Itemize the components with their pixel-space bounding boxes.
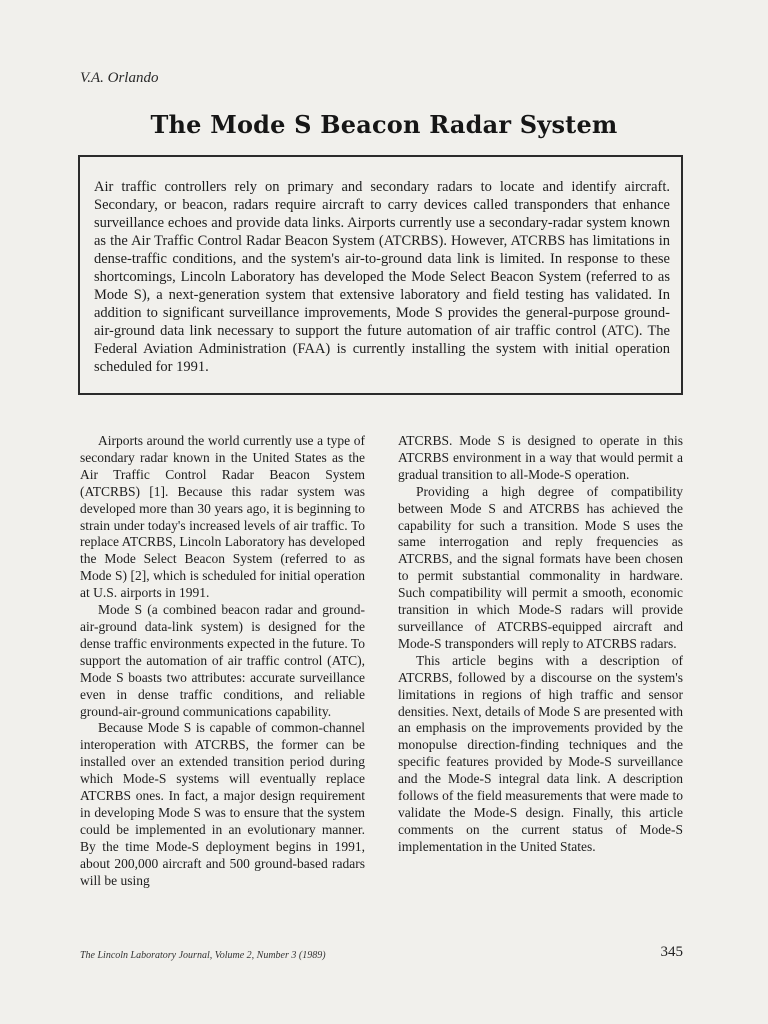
right-paragraph-1: ATCRBS. Mode S is designed to operate in this ATCRBS environment in a way that would permit a gradual transition to all-Mode-S operation. [398,433,683,482]
left-column [80,433,365,889]
left-paragraph-2: Mode S (a combined beacon radar and ground-air-ground data-link system) is designed for the dense traffic environments expected in the future. To support the automation of air traffic control (ATC), Mode S boasts two attributes: accurate surveillance even in dense traffic conditions, and reliable ground-air-ground communications capability. [80,602,365,719]
right-paragraph-3: This article begins with a description of ATCRBS, followed by a discourse on the system's limitations in regions of high traffic and sensor densities. Next, details of Mode S are presented with an emphasis on the improvements provided by the monopulse direction-finding techniques and the specific features provided by Mode-S surveillance and the Mode-S integral data link. A description follows of the field measurements that were made to validate the Mode-S design. Finally, this article comments on the current status of Mode-S implementation in the United States. [398,652,683,854]
journal-citation: The Lincoln Laboratory Journal, Volume 2, Number 3 (1989) [80,950,326,961]
right-column [398,433,683,856]
left-paragraph-3: Because Mode S is capable of common-channel interoperation with ATCRBS, the former can be installed over an extended transition period during which Mode-S systems will eventually replace ATCRBS ones. In fact, a major design requirement in developing Mode S was to ensure that the system could be implemented in an evolutionary manner. By the time Mode-S deployment begins in 1991, about 200,000 aircraft and 500 ground-based radars will be using [80,720,365,888]
article-title: The Mode S Beacon Radar System [150,110,618,139]
right-paragraph-2: Providing a high degree of compatibility between Mode S and ATCRBS has achieved the capability for such a transition. Mode S uses the same interrogation and reply frequencies as ATCRBS, and the signal formats have been chosen to permit substantial commonality in hardware. Such compatibility will permit a smooth, economic transition in which Mode-S radars will provide surveillance of ATCRBS-equipped aircraft and Mode-S transponders will reply to ATCRBS radars. [398,483,683,651]
author-name: V.A. Orlando [80,70,159,86]
page-number: 345 [660,944,683,960]
abstract-text: Air traffic controllers rely on primary and secondary radars to locate and identify aircraft. Secondary, or beacon, radars require aircraft to carry devices called transponders that enhance surveillance echoes and provide data links. Airports currently use a secondary-radar system known as the Air Traffic Control Radar Beacon System (ATCRBS). However, ATCRBS has limitations in dense-traffic conditions, and the system's air-to-ground data link is limited. In response to these shortcomings, Lincoln Laboratory has developed the Mode Select Beacon System (referred to as Mode S), a next-generation system that extensive laboratory and field testing has validated. In addition to significant surveillance improvements, Mode S provides the general-purpose ground-air-ground data link necessary to support the future automation of air traffic control (ATC). The Federal Aviation Administration (FAA) is currently installing the system with initial operation scheduled for 1991. [94,179,670,375]
left-paragraph-1: Airports around the world currently use a type of secondary radar known in the United States as the Air Traffic Control Radar Beacon System (ATCRBS) [1]. Because this radar system was developed more than 30 years ago, it is beginning to strain under today's increased levels of air traffic. To replace ATCRBS, Lincoln Laboratory has developed the Mode Select Beacon System (referred to as Mode S) [2], which is scheduled for initial operation at U.S. airports in 1991. [80,433,365,601]
